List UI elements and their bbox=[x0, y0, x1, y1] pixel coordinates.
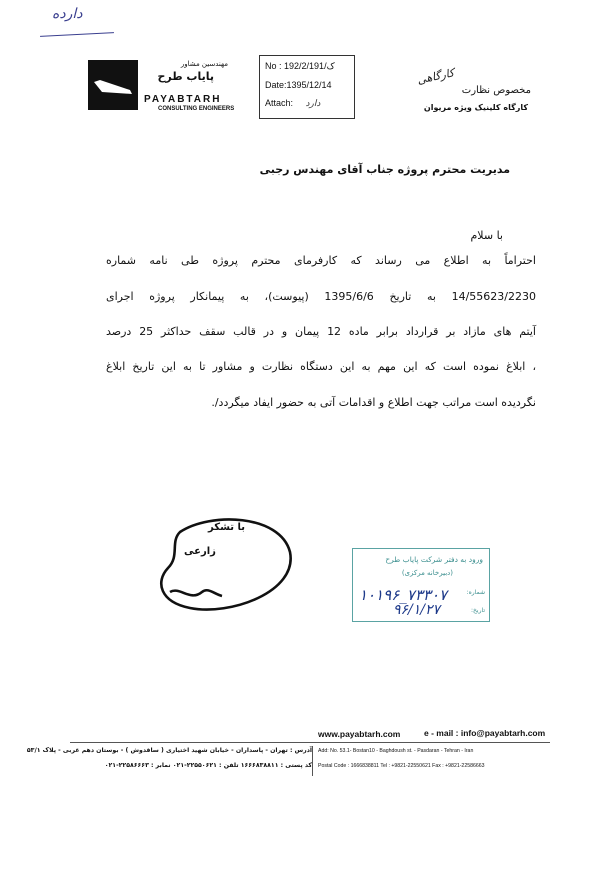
entry-number-label: شماره: bbox=[466, 589, 485, 596]
supervision-stamp-line2: کارگاه کلینیک ویژه مریوان bbox=[423, 103, 528, 112]
attachment-row bbox=[265, 98, 320, 109]
footer-website: www.payabtarh.com bbox=[318, 729, 401, 739]
handwritten-note: دارده bbox=[52, 6, 83, 22]
footer-vertical-divider bbox=[312, 746, 313, 776]
body-line: ، ابلاغ نموده است که این مهم به این دستگاه نظارت و مشاور تا به این تاریخ ابلاغ bbox=[106, 360, 536, 373]
company-name-fa: پایاب طرح bbox=[157, 70, 214, 83]
company-name-en: PAYABTARH bbox=[144, 94, 222, 105]
letter-number: No : 192/2/ک/191 bbox=[265, 61, 335, 71]
signature-name: زارعی bbox=[184, 546, 216, 557]
footer-email: e - mail : info@payabtarh.com bbox=[424, 728, 546, 738]
entry-date-label: تاریخ: bbox=[471, 607, 485, 614]
footer-divider bbox=[70, 742, 550, 743]
recipient-line: مدیریت محترم پروژه جناب آقای مهندس رجبی bbox=[259, 163, 510, 176]
body-line: نگردیده است مراتب جهت اطلاع و اقدامات آتی به حضور ایفاد میگردد/. bbox=[211, 396, 536, 409]
footer-address-en: Add: No. 53.1- Bostan10 - Baghdoush st. - Pasdaran - Tehran - Iran bbox=[318, 748, 474, 754]
company-tagline-en: CONSULTING ENGINEERS bbox=[158, 106, 235, 112]
entry-number: ۱۰۱۹۶_۷۳۳۰۷ bbox=[359, 586, 448, 604]
entry-stamp-title: ورود به دفتر شرکت پایاب طرح bbox=[385, 555, 483, 564]
signature-thanks: با تشکر bbox=[208, 522, 245, 533]
logo-mark-icon bbox=[94, 80, 132, 94]
entry-date: ۹۶/۱/۲۷ bbox=[393, 602, 441, 618]
supervision-stamp-line1: مخصوص نظارت bbox=[461, 85, 531, 96]
letter-date: Date:1395/12/14 bbox=[265, 80, 332, 90]
reference-box bbox=[259, 55, 355, 119]
greeting: با سلام bbox=[470, 229, 503, 242]
body-line: آیتم های مازاد بر قرارداد برابر ماده 12 پیمان و در قالب سقف حداکثر 25 درصد bbox=[106, 325, 536, 338]
stamp-handwriting: کارگاهی bbox=[415, 66, 455, 87]
entry-stamp-subtitle: (دبیرخانه مرکزی) bbox=[401, 569, 453, 577]
body-line: 14/55623/2230 به تاریخ 1395/6/6 (پیوست)، به پیمانکار پروژه اجرای bbox=[106, 290, 536, 303]
footer-address-fa: آدرس : تهران - پاسداران - خیابان شهید اختیاری ( ساقدوش ) - بوستان دهم غربی - پلاک ۵۳/۱ bbox=[26, 747, 312, 754]
footer-phone-fa: کد پستی : ۱۶۶۶۸۳۸۸۱۱ تلفن : ۲۲۵۵۰۶۲۱-۰۲۱ نمابر : ۲۲۵۸۶۶۶۳-۰۲۱ bbox=[104, 762, 312, 769]
attachment-value: دارد bbox=[305, 99, 321, 109]
attachment-label: Attach: bbox=[265, 98, 294, 108]
handwritten-underline bbox=[40, 32, 114, 37]
entry-stamp bbox=[352, 548, 490, 622]
footer-phone-en: Postal Code : 1666838811 Tel : +9821-22550621 Fax : +9821-22586663 bbox=[318, 763, 485, 769]
company-subtitle-fa: مهندسین مشاور bbox=[180, 60, 228, 68]
body-line: احتراماً به اطلاع می رساند که کارفرمای محترم پروژه طی نامه شماره bbox=[106, 254, 536, 267]
